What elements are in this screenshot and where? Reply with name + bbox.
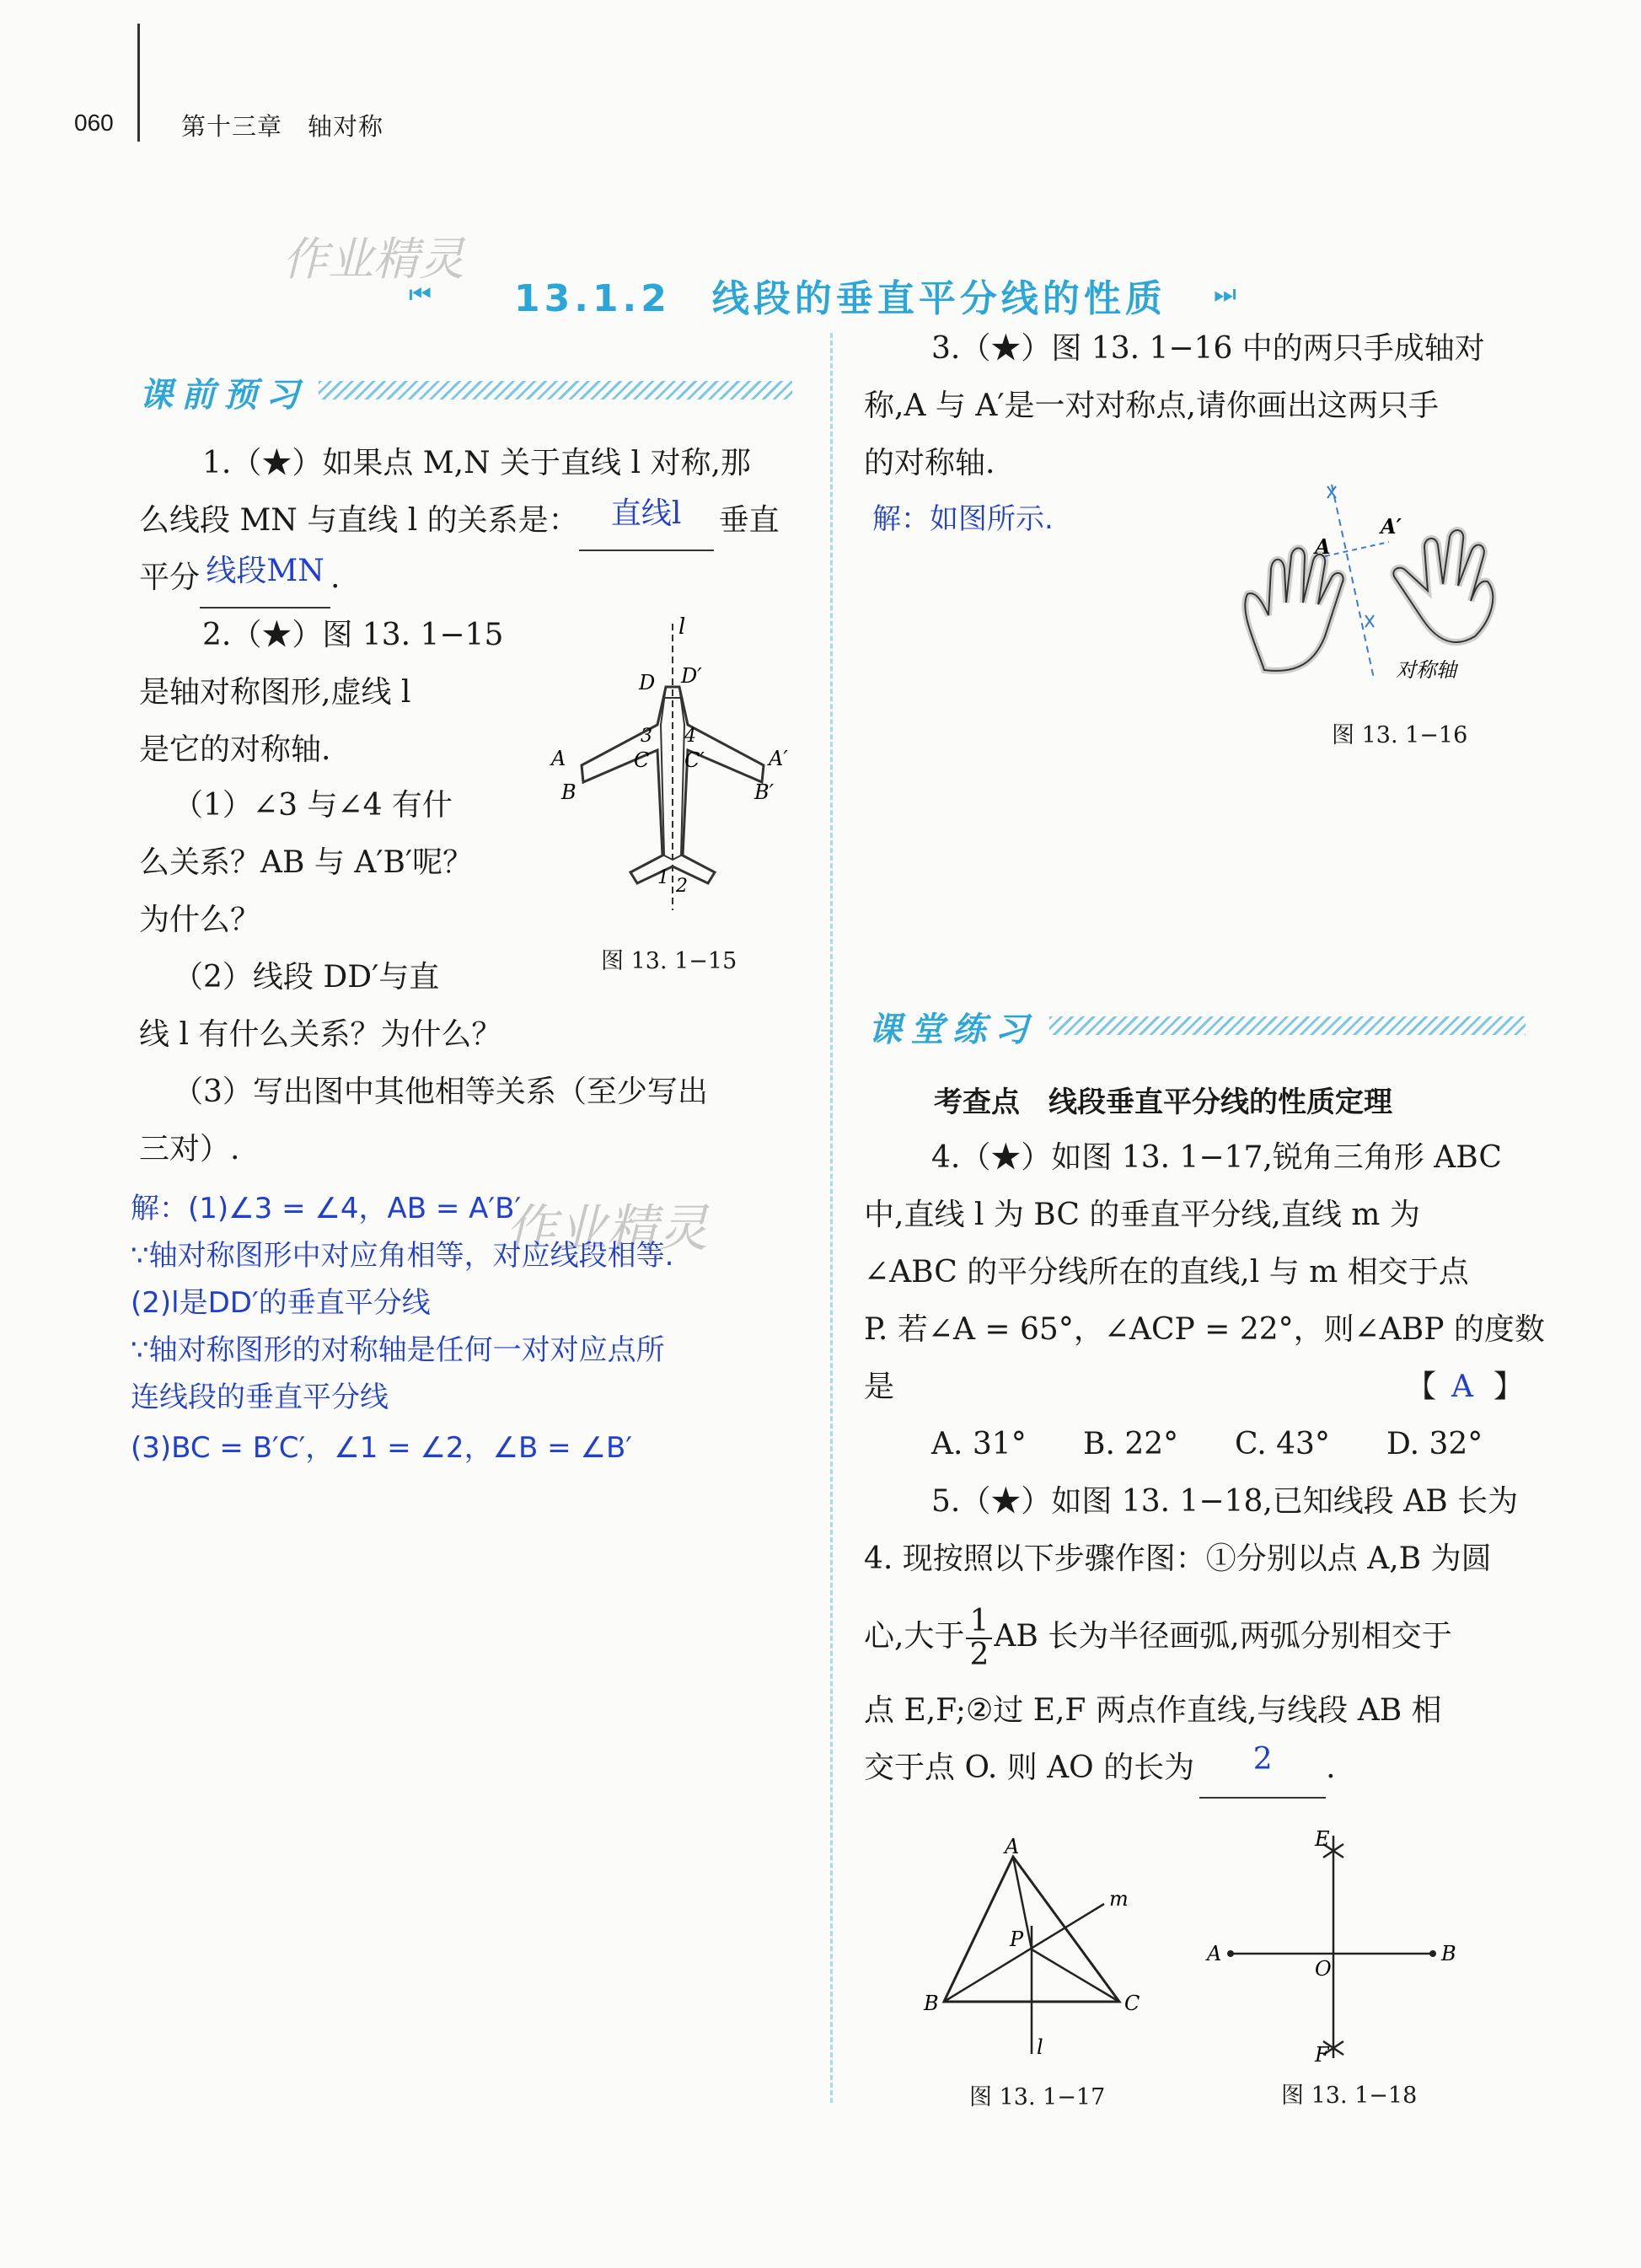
q3-line1: 3.（★）图 13. 1−16 中的两只手成轴对 [931,331,1485,366]
fig15-label-l: l [678,615,686,640]
q3-line3: 的对称轴. [864,446,995,480]
q1-line2 [139,492,780,551]
q5-line1: 5.（★）如图 13. 1−18,已知线段 AB 长为 [931,1484,1519,1519]
page-number: 060 [74,110,114,136]
next-icon: ⏭ [1214,280,1236,309]
q5-frac-den: 2 [969,1638,989,1672]
q2-line9: （3）写出图中其他相等关系（至少写出 [173,1075,708,1109]
q4-line5: 是 [864,1370,895,1404]
ans-line-2: ∵轴对称图形中对应角相等，对应线段相等. [131,1239,674,1273]
q4-option-b: B. 22° [1083,1427,1179,1461]
fig15-label-Ap: A′ [769,747,788,770]
q5-line3 [864,1606,1452,1671]
figure-13-1-17 [910,1833,1163,2069]
chapter-title: 第十三章 轴对称 [181,112,384,141]
q2-line6: 为什么？ [139,903,261,937]
fig17-label-P: P [1010,1928,1024,1951]
fig15-label-4: 4 [684,726,696,747]
fig15-caption: 图 13. 1−15 [601,948,737,974]
fig18-label-O: O [1315,1957,1332,1981]
ans-line-1: 解：(1)∠3 = ∠4，AB = A′B′ [131,1192,522,1225]
q2-line2: 是轴对称图形,虚线 l [139,675,411,710]
section-class-heading: 课堂练习 [868,1011,1037,1049]
fig17-label-B: B [924,1992,939,2015]
q2-line3: 是它的对称轴. [139,732,331,767]
fig17-caption: 图 13. 1−17 [969,2084,1106,2110]
fig17-label-m: m [1109,1887,1129,1911]
fig18-label-B: B [1441,1942,1456,1965]
q4-line2: 中,直线 l 为 BC 的垂直平分线,直线 m 为 [864,1198,1420,1232]
fig17-label-C: C [1124,1992,1140,2015]
q4-line4: P. 若∠A = 65°，∠ACP = 22°，则∠ABP 的度数 [864,1312,1545,1347]
q5-text3b: AB 长为半径画弧,两弧分别相交于 [994,1619,1452,1654]
fig16-axis-label: 对称轴 [1396,658,1456,682]
heading-hatch [319,381,792,399]
q2-line10: 三对）. [139,1132,240,1166]
q5-period: . [1326,1751,1336,1785]
fig16-caption: 图 13. 1−16 [1332,722,1468,748]
q4-answer: A [1451,1370,1473,1404]
q1-text: 么线段 MN 与直线 l 的关系是： [139,503,579,538]
q2-line8: 线 l 有什么关系？为什么？ [139,1017,502,1052]
q5-text5a: 交于点 O. 则 AO 的长为 [864,1751,1195,1785]
q4-option-a: A. 31° [931,1427,1027,1461]
q2-line1: 2.（★）图 13. 1−15 [202,618,504,652]
ans-line-6: (3)BC = B′C′，∠1 = ∠2，∠B = ∠B′ [131,1431,632,1465]
figure-13-1-16 [1231,476,1509,695]
header-rule [137,24,140,142]
fig15-label-B: B [561,780,576,804]
fig15-label-Bp: B′ [754,780,775,804]
fig15-label-Cp: C′ [684,748,705,772]
fig15-label-D: D [639,671,656,694]
fig16-label-A: A [1315,534,1331,559]
figure-13-1-15 [539,615,801,919]
q1-line1: 1.（★）如果点 M,N 关于直线 l 对称,那 [202,446,751,480]
fig15-label-A: A [551,747,566,770]
q5-answer: 2 [1252,1742,1273,1777]
fig15-label-3: 3 [641,726,652,747]
q2-line4: （1）∠3 与∠4 有什 [173,788,453,823]
ans-line-3: (2)l是DD′的垂直平分线 [131,1286,431,1320]
fig15-label-1: 1 [657,867,669,888]
fig18-label-F: F [1315,2043,1329,2067]
fig18-caption: 图 13. 1−18 [1281,2083,1418,2109]
fig17-label-A: A [1005,1835,1020,1858]
watermark: 作业精灵 [282,233,464,286]
fig15-label-Dp: D′ [681,664,702,688]
topic-title: 考查点 线段垂直平分线的性质定理 [934,1086,1392,1119]
q5-line4: 点 E,F;②过 E,F 两点作直线,与线段 AB 相 [864,1693,1442,1728]
q5-line5 [864,1740,1336,1799]
q2-line5: 么关系？AB 与 A′B′呢？ [139,845,474,880]
heading-hatch-2 [1049,1016,1526,1035]
section-preview-heading: 课前预习 [139,376,308,415]
q1-period: . [330,560,341,595]
q4-line3: ∠ABC 的平分线所在的直线,l 与 m 相交于点 [864,1255,1469,1289]
prev-icon: ⏮ [409,280,432,309]
ans-line-5: 连线段的垂直平分线 [131,1381,389,1414]
q4-line1: 4.（★）如图 13. 1−17,锐角三角形 ABC [931,1140,1502,1175]
q1-line3 [139,550,340,609]
q1-answer2: 线段MN [206,554,324,588]
fig18-label-A: A [1207,1942,1222,1965]
q3-line2: 称,A 与 A′是一对对称点,请你画出这两只手 [864,389,1439,423]
q4-bracket-left: 【 [1406,1370,1437,1404]
q5-blank [1199,1740,1326,1799]
fig15-label-C: C [634,748,650,772]
q1-answer1: 直线l [610,496,682,531]
fig17-label-l: l [1037,2035,1043,2059]
q4-option-d: D. 32° [1386,1427,1483,1461]
q2-line7: （2）线段 DD′与直 [173,960,440,995]
q4-option-c: C. 43° [1235,1427,1330,1461]
section-title: 13.1.2 线段的垂直平分线的性质 [514,277,1166,320]
q5-frac-num: 1 [966,1606,992,1639]
q5-text3a: 心,大于 [864,1619,965,1654]
fig15-label-2: 2 [676,876,688,897]
ans-line-4: ∵轴对称图形的对称轴是任何一对对应点所 [131,1333,665,1367]
column-separator [830,333,833,2103]
q4-bracket-right: 】 [1494,1370,1525,1404]
q1-text3: 平分 [139,560,201,595]
fig16-label-Ap: A′ [1381,514,1402,539]
fig18-label-E: E [1315,1827,1330,1851]
q5-line2: 4. 现按照以下步骤作图：①分别以点 A,B 为圆 [864,1541,1492,1576]
q3-answer: 解：如图所示. [872,502,1054,536]
q5-fraction [966,1606,992,1671]
q1-text2: 垂直 [718,503,780,538]
figure-13-1-18 [1197,1820,1475,2073]
watermark-2: 作业精灵 [506,1199,708,1258]
q1-blank2 [200,550,330,609]
q1-blank1 [579,492,714,551]
